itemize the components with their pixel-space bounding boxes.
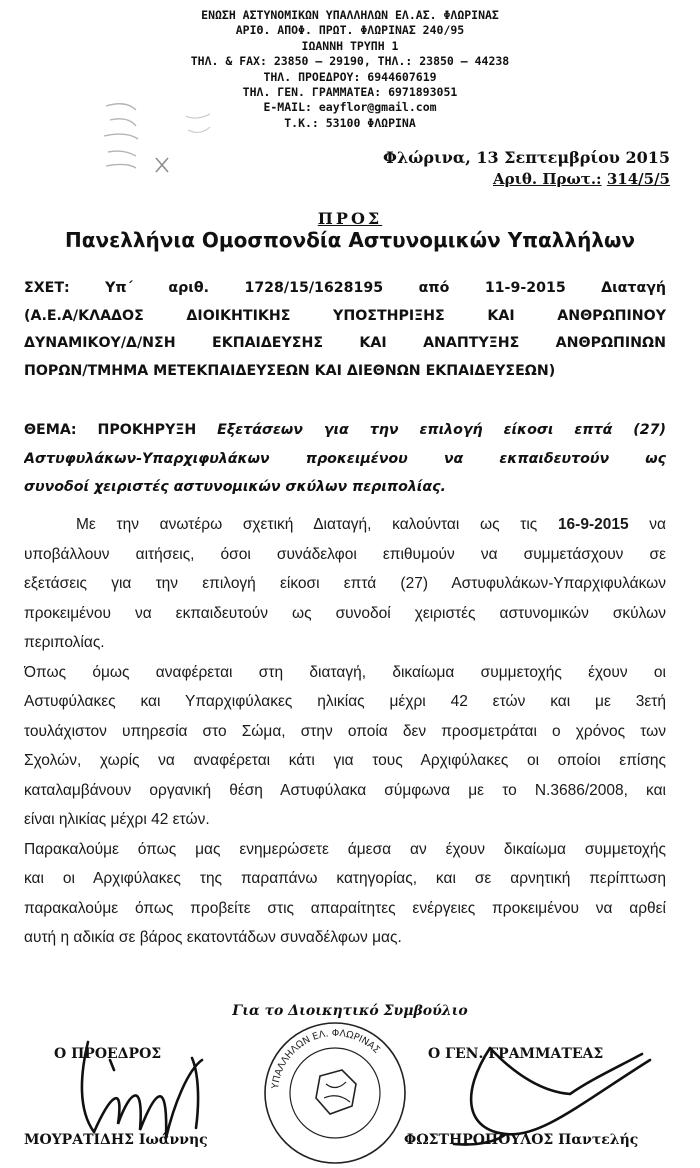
president-title: Ο ΠΡΟΕΔΡΟΣ — [54, 1046, 162, 1062]
phone-fax: ΤΗΛ. & FAX: 23850 – 29190, ΤΗΛ.: 23850 – 44238 — [190, 54, 510, 69]
body-line: είναι ηλικίας μέχρι 42 ετών. — [24, 811, 210, 828]
subject-text: Αστυφυλάκων-Υπαρχιφυλάκων προκειμένου να εκπαιδευτούν ως — [24, 450, 666, 467]
place-and-date: Φλώρινα, 13 Σεπτεμβρίου 2015 — [383, 148, 670, 167]
reference-line: ΠΟΡΩΝ/ΤΜΗΜΑ ΜΕΤΕΚΠΑΙΔΕΥΣΕΩΝ ΚΑΙ ΔΙΕΘΝΩΝ ΕΚΠΑΙΔΕΥΣΕΩΝ) — [24, 362, 556, 379]
street-address: ΙΩΑΝΝΗ ΤΡΥΠΗ 1 — [301, 38, 399, 53]
body-line: Σχολών, χωρίς να αναφέρεται κάτι για τους Αρχιφύλακες οι οποίοι επίσης — [24, 752, 666, 769]
subject-text: συνοδοί χειριστές αστυνομικών σκύλων περιπολίας. — [24, 479, 446, 495]
org-name: ΕΝΩΣΗ ΑΣΤΥΝΟΜΙΚΩΝ ΥΠΑΛΛΗΛΩΝ ΕΛ.ΑΣ. ΦΛΩΡΙΝΑΣ — [201, 8, 499, 22]
recipient: Πανελλήνια Ομοσπονδία Αστυνομικών Υπαλλήλων — [65, 228, 635, 252]
body-line: παρακαλούμε όπως προβείτε στις απαραίτητες ενέργειες προκειμένου να αρθεί — [24, 899, 666, 917]
body-line: αυτή η αδικία σε βάρος εκατοντάδων συναδέλφων μας. — [24, 929, 402, 946]
reference-line: ΣΧΕΤ: Υπ΄ αριθ. 1728/15/1628195 από 11-9-2015 Διαταγή — [24, 280, 666, 296]
postal-code: Τ.Κ.: 53100 ΦΛΩΡΙΝΑ — [284, 115, 416, 130]
subject-line — [24, 473, 666, 502]
letter-body — [24, 510, 666, 953]
body-line: Όπως όμως αναφέρεται στη διαταγή, δικαίωμα συμμετοχής έχουν οι — [24, 663, 666, 681]
subject-block — [24, 416, 666, 502]
secretary-name: ΦΩΣΤΗΡΟΠΟΥΛΟΣ Παντελής — [404, 1132, 639, 1148]
body-line: τουλάχιστον υπηρεσία στο Σώμα, στην οποία δεν προσμετράται ο χρόνος των — [24, 722, 666, 740]
body-line: και οι Αρχιφύλακες της παραπάνω κατηγορίας, και σε αρνητική περίπτωση — [24, 870, 666, 887]
president-phone: ΤΗΛ. ΠΡΟΕΔΡΟΥ: 6944607619 — [263, 69, 437, 84]
deadline-date: 16-9-2015 — [557, 516, 629, 533]
subject-label: ΘΕΜΑ: ΠΡΟΚΗΡΥΞΗ — [24, 422, 197, 438]
svg-text:ΥΠΑΛΛΗΛΩΝ ΕΛ. ΦΛΩΡΙΝΑΣ: ΥΠΑΛΛΗΛΩΝ ΕΛ. ΦΛΩΡΙΝΑΣ — [270, 1027, 382, 1090]
protocol-number — [493, 170, 670, 188]
body-line: προκειμένου να εκπαιδευτούν ως συνοδοί χειριστές αστυνομικών σκύλων — [24, 604, 666, 622]
body-line: περιπολίας. — [24, 634, 105, 651]
subject-text: Εξετάσεων για την επιλογή είκοσι επτά (27) — [217, 422, 666, 438]
protocol-value: 314/5/5 — [606, 170, 670, 188]
registration-number: ΑΡΙΘ. ΑΠΟΦ. ΠΡΩΤ. ΦΛΩΡΙΝΑΣ 240/95 — [235, 23, 465, 38]
subject-line — [24, 445, 666, 474]
president-name: ΜΟΥΡΑΤΙΔΗΣ Ιωάννης — [24, 1132, 208, 1148]
subject-line — [24, 416, 666, 445]
secretary-phone: ΤΗΛ. ΓΕΝ. ΓΡΑΜΜΑΤΕΑ: 6971893051 — [242, 84, 458, 99]
to-label: ΠΡΟΣ — [317, 209, 383, 228]
body-line: Με την ανωτέρω σχετική Διαταγή, καλούνται ως τις 16-9-2015 να — [76, 516, 666, 533]
organization-stamp — [260, 1018, 410, 1168]
reference-line: ΔΥΝΑΜΙΚΟΥ/Δ/ΝΣΗ ΕΚΠΑΙΔΕΥΣΗΣ ΚΑΙ ΑΝΑΠΤΥΞΗΣ ΑΝΘΡΩΠΙΝΩΝ — [24, 335, 666, 351]
body-line: Παρακαλούμε όπως μας ενημερώσετε άμεσα αν έχουν δικαίωμα συμμετοχής — [24, 840, 666, 858]
secretary-title: Ο ΓΕΝ. ΓΡΑΜΜΑΤΕΑΣ — [428, 1046, 604, 1062]
body-line: Αστυφύλακες και Υπαρχιφύλακες ηλικίας μέχρι 42 ετών και με 3ετή — [24, 693, 666, 710]
body-line: υποβάλλουν αιτήσεις, όσοι συνάδελφοι επιθυμούν να συμμετάσχουν σε — [24, 545, 666, 563]
reference-block — [24, 275, 666, 385]
body-line: καταλαμβάνουν οργανική θέση Αστυφύλακα σύμφωνα με το Ν.3686/2008, και — [24, 781, 666, 799]
faint-scan-marks — [96, 96, 236, 182]
board-line: Για το Διοικητικό Συμβούλιο — [232, 1003, 468, 1019]
reference-line: (Α.Ε.Α/ΚΛΑΔΟΣ ΔΙΟΙΚΗΤΙΚΗΣ ΥΠΟΣΤΗΡΙΞΗΣ ΚΑΙ ΑΝΘΡΩΠΙΝΟΥ — [24, 307, 666, 324]
email: E-MAIL: eayflor@gmail.com — [263, 100, 437, 115]
protocol-label: Αριθ. Πρωτ.: — [493, 170, 602, 188]
body-line: εξετάσεις για την επιλογή είκοσι επτά (27) Αστυφυλάκων-Υπαρχιφυλάκων — [24, 575, 666, 592]
